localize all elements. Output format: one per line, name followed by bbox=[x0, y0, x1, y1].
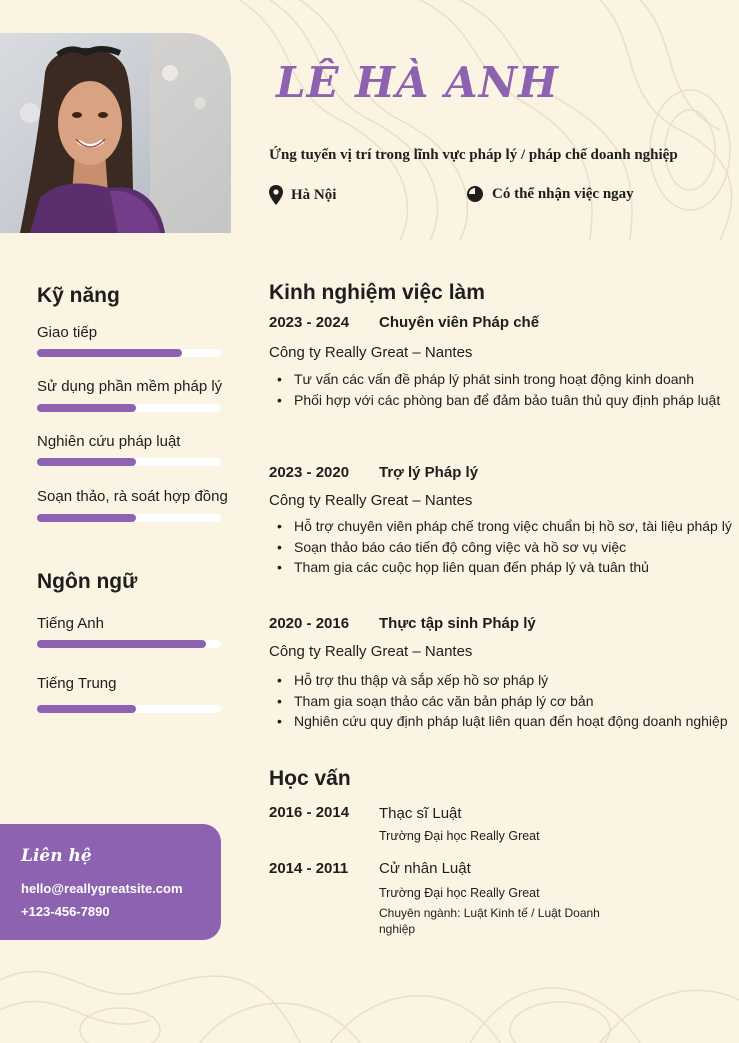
job-company: Công ty Really Great – Nantes bbox=[269, 492, 473, 509]
language-label: Tiếng Trung bbox=[37, 675, 117, 692]
contact-phone[interactable]: +123-456-7890 bbox=[21, 904, 110, 919]
availability-text: Có thể nhận việc ngay bbox=[492, 185, 634, 202]
language-bar-track bbox=[37, 640, 221, 648]
skill-label: Nghiên cứu pháp luật bbox=[37, 433, 181, 450]
location-pin-icon bbox=[269, 185, 283, 205]
education-heading: Học vấn bbox=[269, 767, 351, 790]
list-item: • Soạn thảo báo cáo tiến độ công việc và hồ sơ vụ việc bbox=[294, 537, 734, 558]
list-item: • Hỗ trợ thu thập và sắp xếp hồ sơ pháp lý bbox=[294, 670, 734, 691]
skill-bar-fill bbox=[37, 458, 136, 466]
candidate-name: LÊ HÀ ANH bbox=[276, 58, 559, 107]
profile-photo bbox=[0, 33, 231, 233]
availability-info bbox=[466, 185, 634, 203]
list-item: • Nghiên cứu quy định pháp luật liên quan đến hoạt động doanh nghiệp bbox=[294, 711, 734, 732]
job-header bbox=[269, 314, 539, 331]
job-years: 2023 - 2020 bbox=[269, 464, 350, 481]
language-bar-fill bbox=[37, 640, 206, 648]
job-duties bbox=[269, 516, 734, 578]
skill-bar-fill bbox=[37, 514, 136, 522]
clock-icon bbox=[466, 185, 484, 203]
job-target: Ứng tuyển vị trí trong lĩnh vực pháp lý / pháp chế doanh nghiệp bbox=[269, 147, 678, 163]
experience-heading: Kinh nghiệm việc làm bbox=[269, 281, 485, 304]
job-company: Công ty Really Great – Nantes bbox=[269, 344, 473, 361]
skill-label: Soạn thảo, rà soát hợp đồng bbox=[37, 488, 228, 505]
job-years: 2020 - 2016 bbox=[269, 615, 350, 632]
education-degree: Thạc sĩ Luật bbox=[379, 805, 462, 822]
contact-box bbox=[0, 824, 221, 940]
location-text: Hà Nội bbox=[291, 186, 337, 203]
job-role: Chuyên viên Pháp chế bbox=[379, 314, 540, 331]
language-bar-fill bbox=[37, 705, 136, 713]
education-years: 2016 - 2014 bbox=[269, 804, 350, 821]
job-role: Trợ lý Pháp lý bbox=[379, 464, 479, 481]
contact-heading: Liên hệ bbox=[21, 846, 92, 866]
skills-heading: Kỹ năng bbox=[37, 284, 120, 307]
list-item: • Tham gia soạn thảo các văn bản pháp lý cơ bản bbox=[294, 691, 734, 712]
skill-bar-fill bbox=[37, 404, 136, 412]
education-school: Trường Đại học Really Great bbox=[379, 886, 540, 900]
job-header bbox=[269, 464, 478, 481]
list-item: • Tư vấn các vấn đề pháp lý phát sinh trong hoạt động kinh doanh bbox=[294, 369, 734, 390]
language-label: Tiếng Anh bbox=[37, 615, 104, 632]
skill-label: Giao tiếp bbox=[37, 324, 98, 341]
job-role: Thực tập sinh Pháp lý bbox=[379, 615, 536, 632]
location-info bbox=[269, 185, 336, 205]
language-bar-track bbox=[37, 705, 221, 713]
education-degree: Cử nhân Luật bbox=[379, 860, 471, 877]
list-item: • Hỗ trợ chuyên viên pháp chế trong việc chuẩn bị hồ sơ, tài liệu pháp lý bbox=[294, 516, 734, 537]
contact-email[interactable]: hello@reallygreatsite.com bbox=[21, 881, 183, 896]
job-duties bbox=[269, 369, 734, 410]
languages-heading: Ngôn ngữ bbox=[37, 570, 138, 593]
list-item: • Phối hợp với các phòng ban để đảm bảo tuân thủ quy định pháp luật bbox=[294, 390, 734, 411]
job-years: 2023 - 2024 bbox=[269, 314, 350, 331]
skill-bar-track bbox=[37, 349, 221, 357]
job-company: Công ty Really Great – Nantes bbox=[269, 643, 473, 660]
skill-bar-track bbox=[37, 404, 221, 412]
skill-bar-track bbox=[37, 458, 221, 466]
skill-bar-track bbox=[37, 514, 221, 522]
list-item: • Tham gia các cuộc họp liên quan đến pháp lý và tuân thủ bbox=[294, 557, 734, 578]
education-major: Chuyên ngành: Luật Kinh tế / Luật Doanh nghiệp bbox=[379, 906, 600, 936]
skill-bar-fill bbox=[37, 349, 182, 357]
skill-label: Sử dụng phần mềm pháp lý bbox=[37, 378, 223, 395]
education-school: Trường Đại học Really Great bbox=[379, 829, 540, 843]
education-years: 2014 - 2011 bbox=[269, 860, 349, 877]
job-duties bbox=[269, 670, 734, 732]
job-header bbox=[269, 615, 536, 632]
